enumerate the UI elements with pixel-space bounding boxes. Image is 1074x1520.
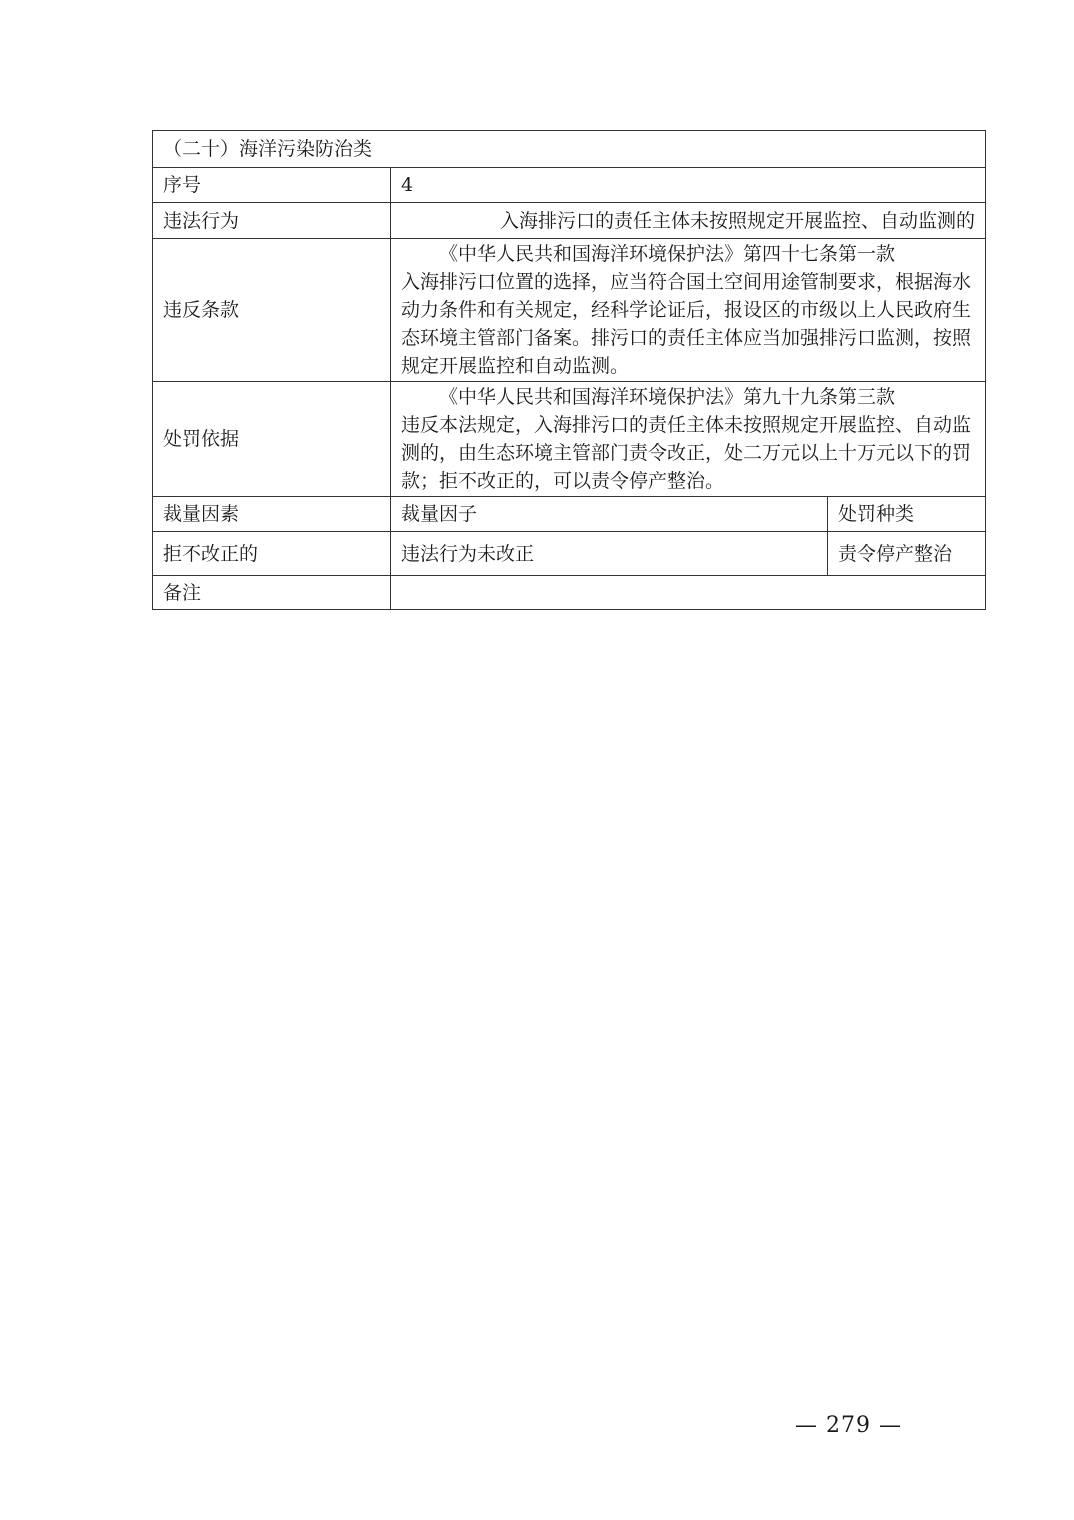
illegal-act-value <box>391 203 986 239</box>
page-number: — 279 — <box>795 1413 902 1438</box>
violated-clause-row <box>153 239 986 382</box>
penalty-basis-row <box>153 382 986 497</box>
remarks-row <box>153 576 986 610</box>
illegal-act-text: 入海排污口的责任主体未按照规定开展监控、自动监测的 <box>499 209 975 232</box>
violated-clause-label: 违反条款 <box>153 239 391 382</box>
illegal-act-row <box>153 203 986 239</box>
discretion-factor: 拒不改正的 <box>153 532 391 576</box>
discretion-factor-header: 裁量因素 <box>153 497 391 532</box>
discretion-sub-factor-header: 裁量因子 <box>391 497 828 532</box>
serial-row <box>153 168 986 203</box>
illegal-act-label: 违法行为 <box>153 203 391 239</box>
penalty-basis-label: 处罚依据 <box>153 382 391 497</box>
section-title: （二十）海洋污染防治类 <box>153 131 986 168</box>
violated-clause-text: 入海排污口位置的选择，应当符合国土空间用途管制要求，根据海水动力条件和有关规定，经科学论证后，报设区的市级以上人民政府生态环境主管部门备案。排污口的责任主体应当加强排污口监测，按照规定开展监控和自动监测。 <box>401 271 972 377</box>
penalty-discretion-table <box>152 130 986 610</box>
serial-value: 4 <box>391 168 986 203</box>
violated-clause-content <box>391 239 986 382</box>
remarks-label: 备注 <box>153 576 391 610</box>
remarks-value <box>391 576 986 610</box>
penalty-basis-content <box>391 382 986 497</box>
section-title-row <box>153 131 986 168</box>
serial-label: 序号 <box>153 168 391 203</box>
discretion-row <box>153 532 986 576</box>
penalty-type: 责令停产整治 <box>828 532 986 576</box>
discretion-sub-factor: 违法行为未改正 <box>391 532 828 576</box>
penalty-type-header: 处罚种类 <box>828 497 986 532</box>
penalty-basis-text: 违反本法规定，入海排污口的责任主体未按照规定开展监控、自动监测的，由生态环境主管部门责令改正，处二万元以上十万元以下的罚款；拒不改正的，可以责令停产整治。 <box>401 414 972 492</box>
discretion-header-row <box>153 497 986 532</box>
violated-clause-heading: 《中华人民共和国海洋环境保护法》第四十七条第一款 <box>439 243 896 265</box>
penalty-basis-heading: 《中华人民共和国海洋环境保护法》第九十九条第三款 <box>439 386 896 408</box>
